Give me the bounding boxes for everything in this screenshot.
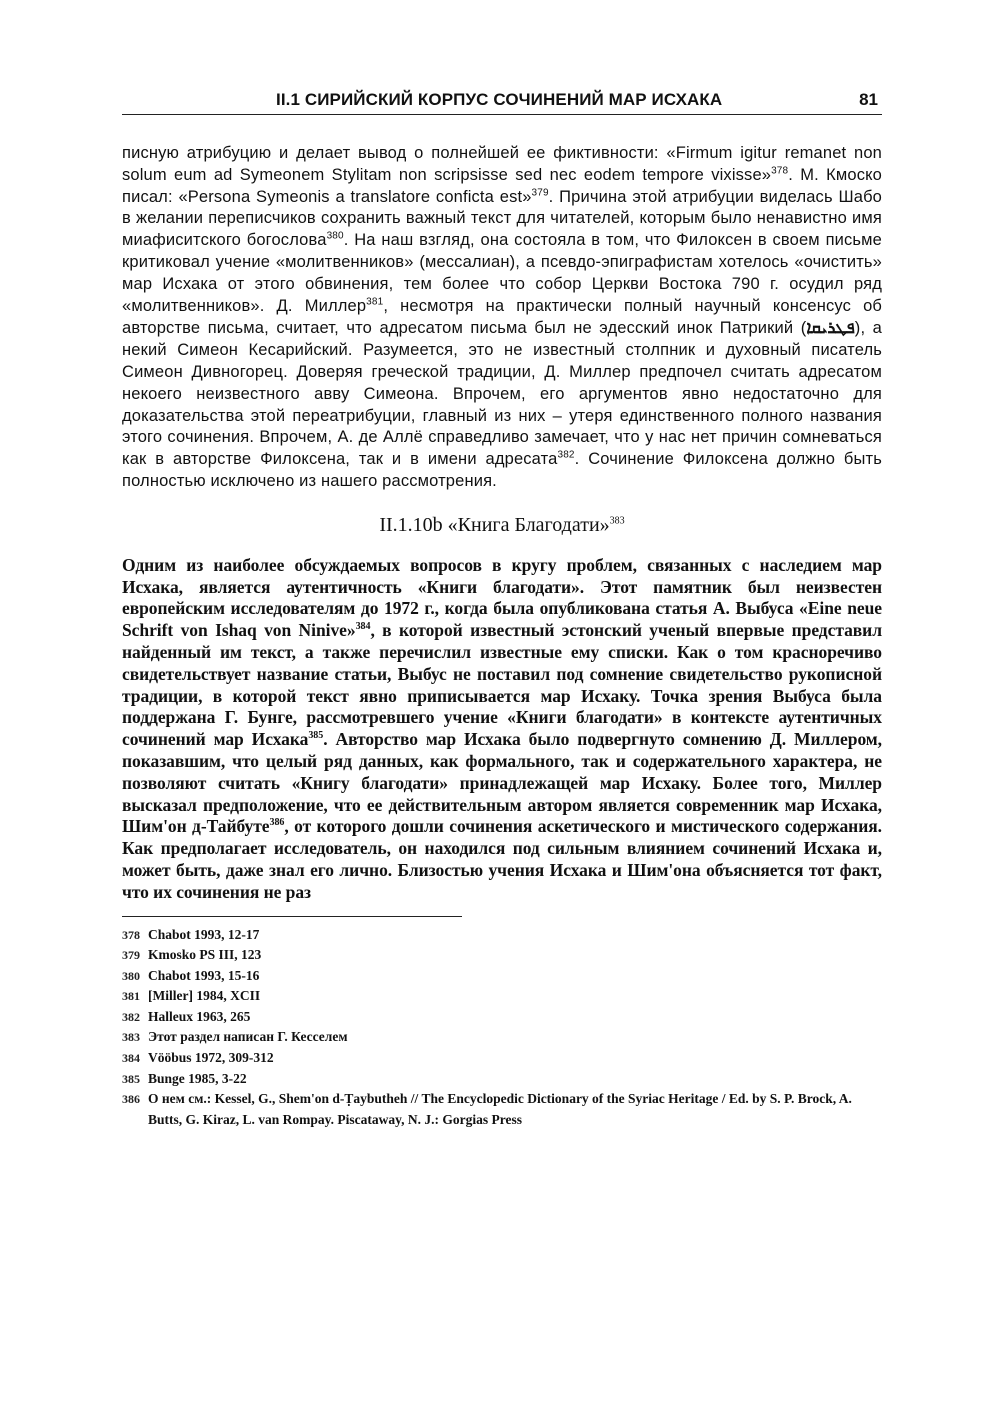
footnote-ref-379: 379: [531, 187, 549, 199]
footnote-item: [122, 1069, 882, 1090]
running-header: [122, 88, 882, 115]
footnote-item: [122, 1048, 882, 1069]
footnote-ref-383: 383: [609, 515, 625, 527]
footnote-text: Kmosko PS III, 123: [148, 947, 262, 963]
footnote-ref-380: 380: [326, 230, 344, 242]
footnote-ref-384: 384: [355, 621, 371, 633]
footnote-number: 384: [122, 1051, 140, 1066]
syriac-word: ܦܛܪܝܩܐ: [806, 318, 855, 338]
footnote-number: 378: [122, 927, 140, 942]
footnote-item: [122, 945, 882, 966]
footnote-item: [122, 966, 882, 987]
footnote-ref-378: 378: [771, 165, 789, 177]
book-page: [122, 88, 882, 1130]
footnote-item: [122, 1089, 882, 1130]
footnote-item: [122, 1007, 882, 1028]
footnote-text: Halleux 1963, 265: [148, 1008, 251, 1024]
footnote-item: [122, 1027, 882, 1048]
footnote-text: Bunge 1985, 3-22: [148, 1070, 247, 1086]
paragraph-philoxenus: писную атрибуцию и делает вывод о полнейшей ее фиктивности: «Firmum igitur remanet non solum eum ad Symeonem Stylitam non scripsisse sed nec eodem tempore vixisse»$^{378}$. М. Кмоско писал: «Persona Symeonis a translatore conficta est»$^{379}$. Причина этой атрибуции виделась Шабо в желании переписчиков сохранить важный текст для читателей, которым было ненавистно имя миафиситского богослова$^{380}$. На наш взгляд, она состояла в том, что Филоксен в своем письме критиковал учение «молитвенников» (мессалиан), а псевдо-эпиграфистам хотелось «очистить» мар Исхака от этого обвинения, тем более что собор Церкви Востока 790 г. осудил ряд «молитвенников». Д. Миллер$^{381}$, несмотря на практически полный научный консенсус об авторстве письма, считает, что адресатом письма был не эдесский инок Патрикий (ܦܛܪܝܩܐ), а некий Симеон Кесарийский. Разумеется, это не известный столпник и духовный писатель Симеон Дивногорец. Доверяя греческой традиции, Д. Миллер предпочел считать адресатом некоего неизвестного авву Симеона. Впрочем, его аргументов явно недостаточно для доказательства этой переатрибуции, главный из них – утеря единственного полного названия этого сочинения. Впрочем, А. де Аллё справедливо замечает, что у нас нет причин сомневаться как в авторстве Филоксена, так и в имени адресата$^{382}$. Сочинение Филоксена должно быть полностью исключено из нашего рассмотрения.: [122, 144, 882, 490]
footnote-item: [122, 986, 882, 1007]
footnotes: [122, 925, 882, 1131]
running-title: II.1 СИРИЙСКИЙ КОРПУС СОЧИНЕНИЙ МАР ИСХАКА: [276, 90, 723, 109]
footnote-text: Vööbus 1972, 309-312: [148, 1050, 274, 1066]
footnote-number: 383: [122, 1030, 140, 1045]
footnote-number: 379: [122, 948, 140, 963]
footnote-separator: [122, 916, 462, 917]
footnote-text: О нем см.: Kessel, G., Shem'on d-Ṭaybutheh // The Encyclopedic Dictionary of the Syriac Heritage / Ed. by S. P. Brock, A. Butts, G. Kiraz, L. van Rompay. Piscataway, N. J.: Gorgias Press: [148, 1091, 852, 1127]
footnote-number: 381: [122, 989, 140, 1004]
footnote-ref-381: 381: [366, 296, 384, 308]
section-heading: II.1.10b «Книга Благодати»$^{383}$: [379, 513, 625, 536]
footnote-number: 386: [122, 1092, 140, 1107]
footnote-text: Chabot 1993, 12-17: [148, 926, 260, 942]
footnote-ref-386: 386: [269, 817, 285, 829]
footnote-text: Этот раздел написан Г. Кесселем: [148, 1029, 348, 1045]
footnote-text: Chabot 1993, 15-16: [148, 967, 260, 983]
footnote-number: 380: [122, 968, 140, 983]
footnote-ref-382: 382: [557, 449, 575, 461]
page-number: 81: [859, 90, 878, 109]
footnote-text: [Miller] 1984, XCII: [148, 988, 261, 1004]
footnote-number: 382: [122, 1009, 140, 1024]
footnote-number: 385: [122, 1071, 140, 1086]
footnote-ref-385: 385: [308, 730, 324, 742]
paragraph-book-of-grace: Одним из наиболее обсуждаемых вопросов в кругу проблем, связанных с наследием мар Исхака, является аутентичность «Книги благодати». Этот памятник был неизвестен европейским исследователям до 1972 г., когда была опубликована статья А. Выбуса «Eine neue Schrift von Ishaq von Ninive»$^{384}$, в которой известный эстонский ученый впервые представил найденный им текст, а также перечислил известные ему списки. Как о том красноречиво свидетельствует название статьи, Выбус не поставил под сомнение свидетельство рукописной традиции, в которой текст явно приписывается мар Исхаку. Точка зрения Выбуса была поддержана Г. Бунге, рассмотревшего учение «Книги благодати» в контексте аутентичных сочинений мар Исхака$^{385}$. Авторство мар Исхака было подвергнуто сомнению Д. Миллером, показавшим, что целый ряд данных, как формального, так и содержательного характера, не позволяют считать «Книгу благодати» принадлежащей мар Исхаку. Более того, Миллер высказал предположение, что ее действительным автором является современник мар Исхака, Шим'он д-Тайбуте$^{386}$, от которого дошли сочинения аскетического и мистического содержания. Как предполагает исследователь, он находился под сильным влиянием сочинений Исхака и, может быть, даже знал его лично. Близостью учения Исхака и Шим'она объясняется тот факт, что их сочинения не раз: [122, 554, 882, 902]
footnote-item: [122, 925, 882, 946]
